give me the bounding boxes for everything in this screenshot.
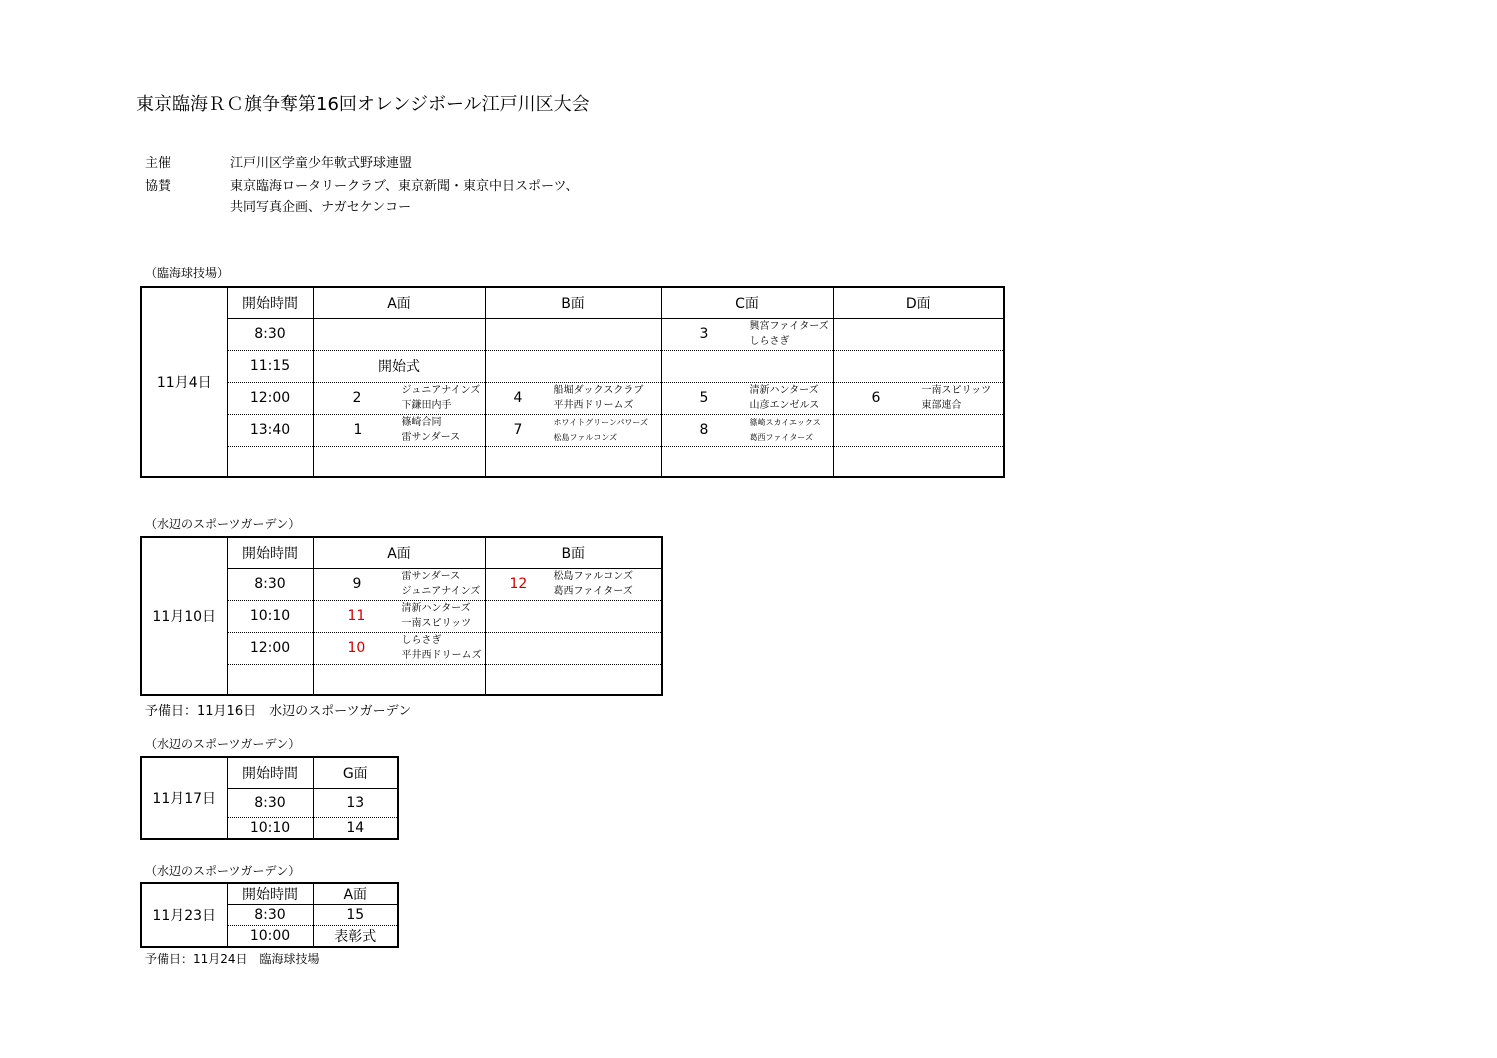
team-name: しらさぎ bbox=[749, 336, 790, 348]
header-court-b: B面 bbox=[485, 537, 662, 568]
time-cell: 8:30 bbox=[227, 318, 313, 350]
date-cell: 11月17日 bbox=[141, 757, 227, 839]
header-court-b: B面 bbox=[485, 287, 661, 318]
team-name: ホワイトグリーンパワーズ bbox=[553, 417, 648, 427]
reserve-day-note: 予備日：11月24日 臨海球技場 bbox=[145, 952, 320, 966]
team-name: 篠崎スカイエックス bbox=[749, 417, 821, 427]
team-name: 平井西ドリームズ bbox=[401, 650, 482, 662]
game-cell bbox=[485, 318, 661, 350]
game-cell bbox=[313, 664, 485, 695]
award-ceremony-label: 表彰式 bbox=[313, 926, 398, 948]
time-cell: 11:15 bbox=[227, 350, 313, 382]
time-cell: 8:30 bbox=[227, 788, 313, 817]
time-cell: 8:30 bbox=[227, 905, 313, 926]
game-cell bbox=[833, 382, 1004, 414]
game-cell bbox=[833, 318, 1004, 350]
team-name: しらさぎ bbox=[401, 634, 442, 646]
game-number: 4 bbox=[513, 390, 523, 406]
venue-label-mizube: （水辺のスポーツガーデン） bbox=[145, 737, 301, 751]
game-cell bbox=[485, 600, 662, 632]
game-number: 8 bbox=[699, 422, 709, 438]
game-cell bbox=[485, 664, 662, 695]
time-cell: 10:10 bbox=[227, 600, 313, 632]
game-cell bbox=[661, 318, 833, 350]
team-name: 一南スピリッツ bbox=[401, 618, 472, 630]
date-cell: 11月23日 bbox=[141, 883, 227, 947]
time-cell: 13:40 bbox=[227, 414, 313, 446]
game-number: 11 bbox=[347, 608, 366, 624]
venue-label-mizube: （水辺のスポーツガーデン） bbox=[145, 864, 301, 878]
game-cell bbox=[313, 632, 485, 664]
game-number: 13 bbox=[313, 788, 398, 817]
team-name: 平井西ドリームズ bbox=[553, 400, 634, 412]
team-name: 葛西ファイターズ bbox=[749, 433, 813, 443]
header-start-time: 開始時間 bbox=[227, 757, 313, 788]
game-cell bbox=[485, 414, 661, 446]
team-name: ジュニアナインズ bbox=[401, 586, 481, 598]
organizer-label: 主催 bbox=[145, 156, 172, 171]
header-start-time: 開始時間 bbox=[227, 287, 313, 318]
game-cell bbox=[485, 632, 662, 664]
game-number: 15 bbox=[313, 905, 398, 926]
team-name: 興宮ファイターズ bbox=[749, 320, 829, 332]
sponsor-label: 協賛 bbox=[145, 179, 172, 194]
time-cell: 12:00 bbox=[227, 382, 313, 414]
schedule-table-nov4 bbox=[140, 286, 1005, 478]
game-cell bbox=[661, 382, 833, 414]
time-cell: 10:10 bbox=[227, 817, 313, 839]
game-cell bbox=[313, 350, 485, 382]
game-cell bbox=[485, 350, 661, 382]
header-court-a: A面 bbox=[313, 537, 485, 568]
game-cell bbox=[485, 382, 661, 414]
game-number: 5 bbox=[699, 390, 709, 406]
team-name: ジュニアナインズ bbox=[401, 384, 481, 396]
game-cell bbox=[485, 568, 662, 600]
game-cell bbox=[833, 414, 1004, 446]
header-start-time: 開始時間 bbox=[227, 537, 313, 568]
team-name: 清新ハンターズ bbox=[749, 384, 819, 396]
team-name: 葛西ファイターズ bbox=[553, 586, 633, 598]
team-name: 一南スピリッツ bbox=[921, 384, 992, 396]
game-number: 7 bbox=[513, 422, 523, 438]
game-cell bbox=[313, 446, 485, 477]
schedule-table-nov23 bbox=[140, 882, 399, 948]
time-cell: 12:00 bbox=[227, 632, 313, 664]
game-cell bbox=[661, 414, 833, 446]
reserve-day-note: 予備日：11月16日 水辺のスポーツガーデン bbox=[145, 704, 412, 719]
header-court-d: D面 bbox=[833, 287, 1004, 318]
team-name: 清新ハンターズ bbox=[401, 602, 471, 614]
sponsor-line-1: 東京臨海ロータリークラブ、東京新聞・東京中日スポーツ、 bbox=[230, 179, 579, 194]
game-cell bbox=[313, 382, 485, 414]
date-cell: 11月10日 bbox=[141, 537, 227, 695]
time-cell bbox=[227, 664, 313, 695]
team-name: 東部連合 bbox=[921, 400, 962, 412]
game-number: 3 bbox=[699, 326, 709, 342]
header-court-c: C面 bbox=[661, 287, 833, 318]
game-number: 2 bbox=[352, 390, 362, 406]
game-number: 1 bbox=[353, 422, 363, 438]
page-title: 東京臨海ＲＣ旗争奪第16回オレンジボール江戸川区大会 bbox=[136, 94, 590, 115]
header-court-a: A面 bbox=[313, 287, 485, 318]
team-name: 山彦エンゼルス bbox=[749, 400, 820, 412]
schedule-table-nov10 bbox=[140, 536, 663, 696]
time-cell: 8:30 bbox=[227, 568, 313, 600]
date-cell: 11月4日 bbox=[141, 287, 227, 477]
game-cell bbox=[313, 568, 485, 600]
game-number: 9 bbox=[352, 576, 362, 592]
game-cell bbox=[833, 350, 1004, 382]
team-name: 松島ファルコンズ bbox=[553, 433, 618, 443]
team-name: 松島ファルコンズ bbox=[553, 570, 633, 582]
venue-label-rinkai: （臨海球技場） bbox=[145, 266, 230, 280]
game-cell bbox=[313, 318, 485, 350]
team-name: 雷サンダース bbox=[401, 432, 461, 444]
game-cell bbox=[485, 446, 661, 477]
header-court-a: A面 bbox=[313, 883, 398, 905]
schedule-table-nov17 bbox=[140, 756, 399, 840]
team-name: 篠崎合同 bbox=[401, 416, 442, 428]
team-name: 下鎌田内手 bbox=[401, 400, 452, 412]
header-court-g: G面 bbox=[313, 757, 398, 788]
sponsor-line-2: 共同写真企画、ナガセケンコー bbox=[230, 200, 412, 215]
team-name: 船堀ダックスクラブ bbox=[553, 384, 644, 396]
venue-label-mizube: （水辺のスポーツガーデン） bbox=[145, 517, 301, 531]
game-cell bbox=[661, 446, 833, 477]
game-number: 12 bbox=[509, 576, 528, 592]
time-cell bbox=[227, 446, 313, 477]
game-cell bbox=[313, 414, 485, 446]
header-start-time: 開始時間 bbox=[227, 883, 313, 905]
game-cell bbox=[661, 350, 833, 382]
time-cell: 10:00 bbox=[227, 926, 313, 948]
game-cell bbox=[313, 600, 485, 632]
game-cell bbox=[833, 446, 1004, 477]
game-number: 14 bbox=[313, 817, 398, 839]
team-name: 雷サンダース bbox=[401, 570, 461, 582]
organizer-value: 江戸川区学童少年軟式野球連盟 bbox=[230, 156, 413, 171]
game-number: 10 bbox=[347, 640, 366, 656]
game-number: 6 bbox=[871, 390, 881, 406]
ceremony-label: 開始式 bbox=[378, 359, 420, 375]
